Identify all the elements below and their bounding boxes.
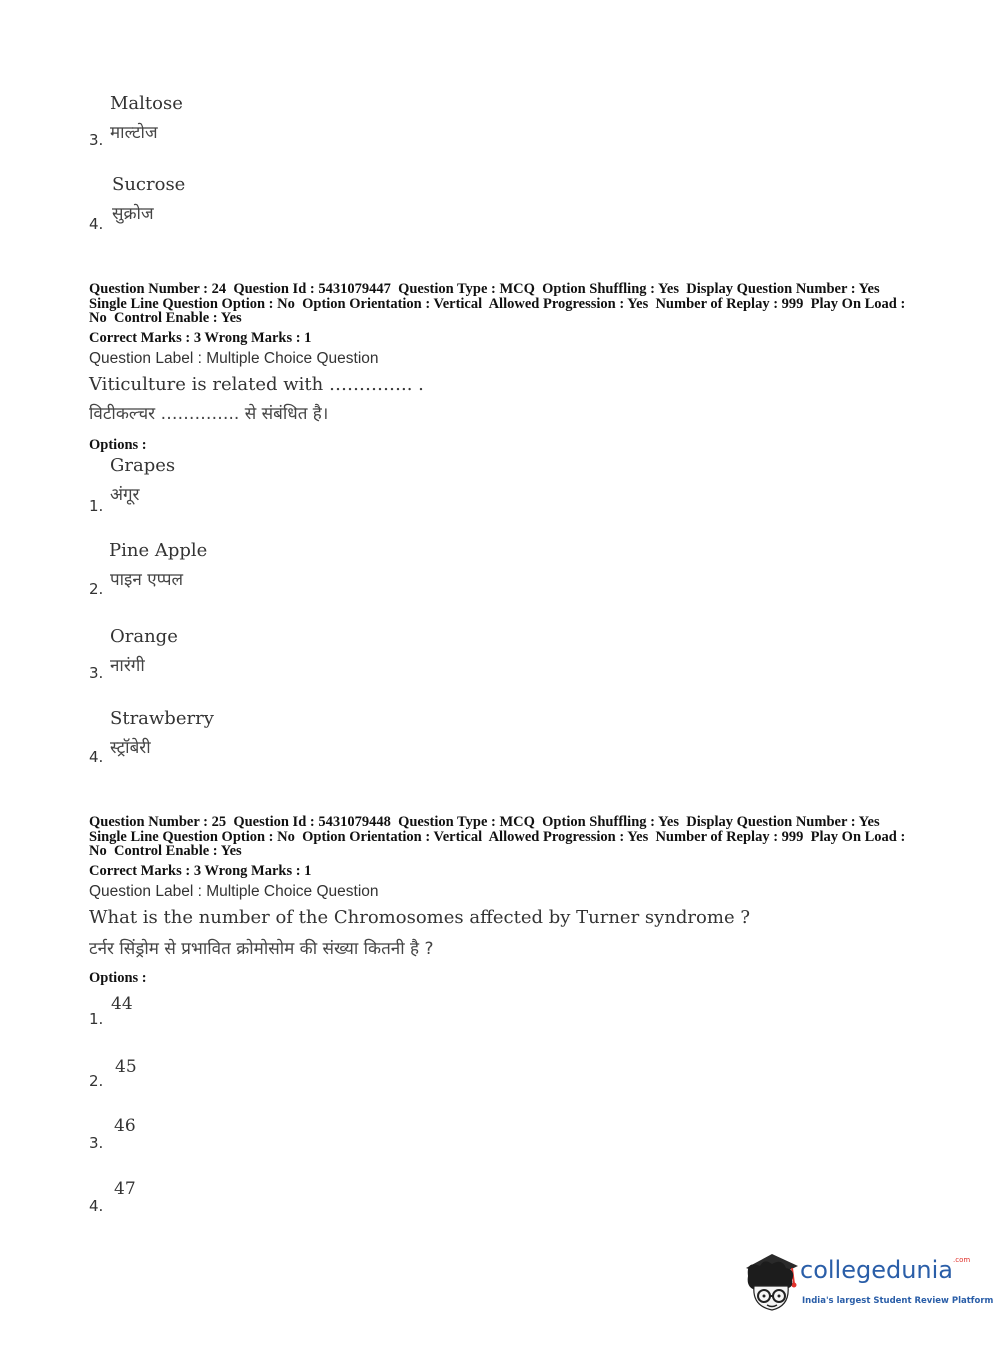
option-number: 2. [89, 580, 104, 598]
mascot-icon [742, 1250, 800, 1314]
question-text-hi: विटीकल्चर ………….. से संबंधित है। [89, 404, 329, 424]
question-text-en: What is the number of the Chromosomes affected by Turner syndrome ? [89, 907, 750, 928]
logo-wordmark: collegedunia [800, 1256, 954, 1284]
option-number: 1. [89, 497, 104, 515]
question-text-en: Viticulture is related with ………….. . [89, 374, 424, 395]
options-label: Options : [89, 970, 147, 986]
question-marks: Correct Marks : 3 Wrong Marks : 1 [89, 863, 312, 879]
option-text-hi: सुक्रोज [112, 204, 154, 224]
logo-tagline: India's largest Student Review Platform [802, 1296, 994, 1306]
option-text-en: Pine Apple [109, 540, 208, 561]
question-marks: Correct Marks : 3 Wrong Marks : 1 [89, 330, 312, 346]
option-value: 44 [111, 994, 133, 1014]
option-number: 3. [89, 1134, 104, 1152]
option-text-hi: नारंगी [110, 656, 145, 676]
option-text-en: Grapes [110, 455, 176, 476]
option-value: 45 [115, 1057, 137, 1077]
option-number: 1. [89, 1010, 104, 1028]
question-meta: Question Number : 25 Question Id : 5431079448 Question Type : MCQ Option Shuffling : Yes Display Question Number : Yes Single Line Question Option : No Option Orientation : Vertical Allowed Progression : Yes Number of Replay : 999 Play On Load : No Control Enable : Yes [89, 814, 906, 859]
logo-domain-suffix: .com [953, 1256, 971, 1264]
collegedunia-logo [742, 1250, 994, 1320]
option-text-hi: पाइन एप्पल [110, 570, 184, 590]
option-number: 3. [89, 131, 104, 149]
question-meta: Question Number : 24 Question Id : 5431079447 Question Type : MCQ Option Shuffling : Yes Display Question Number : Yes Single Line Question Option : No Option Orientation : Vertical Allowed Progression : Yes Number of Replay : 999 Play On Load : No Control Enable : Yes [89, 281, 906, 326]
option-value: 47 [114, 1179, 136, 1199]
option-value: 46 [114, 1116, 136, 1136]
question-label: Question Label : Multiple Choice Question [89, 883, 379, 900]
option-text-en: Strawberry [110, 708, 214, 729]
option-text-hi: अंगूर [110, 485, 140, 505]
question-label: Question Label : Multiple Choice Question [89, 350, 379, 367]
option-number: 2. [89, 1072, 104, 1090]
option-number: 4. [89, 215, 104, 233]
option-number: 4. [89, 748, 104, 766]
option-text-hi: स्ट्रॉबेरी [110, 738, 151, 758]
question-text-hi: टर्नर सिंड्रोम से प्रभावित क्रोमोसोम की संख्या कितनी है ? [89, 939, 434, 959]
option-number: 3. [89, 664, 104, 682]
option-text-en: Sucrose [112, 174, 186, 195]
option-text-hi: माल्टोज [110, 123, 158, 143]
option-text-en: Maltose [110, 93, 183, 114]
options-label: Options : [89, 437, 147, 453]
option-text-en: Orange [110, 626, 178, 647]
option-number: 4. [89, 1197, 104, 1215]
